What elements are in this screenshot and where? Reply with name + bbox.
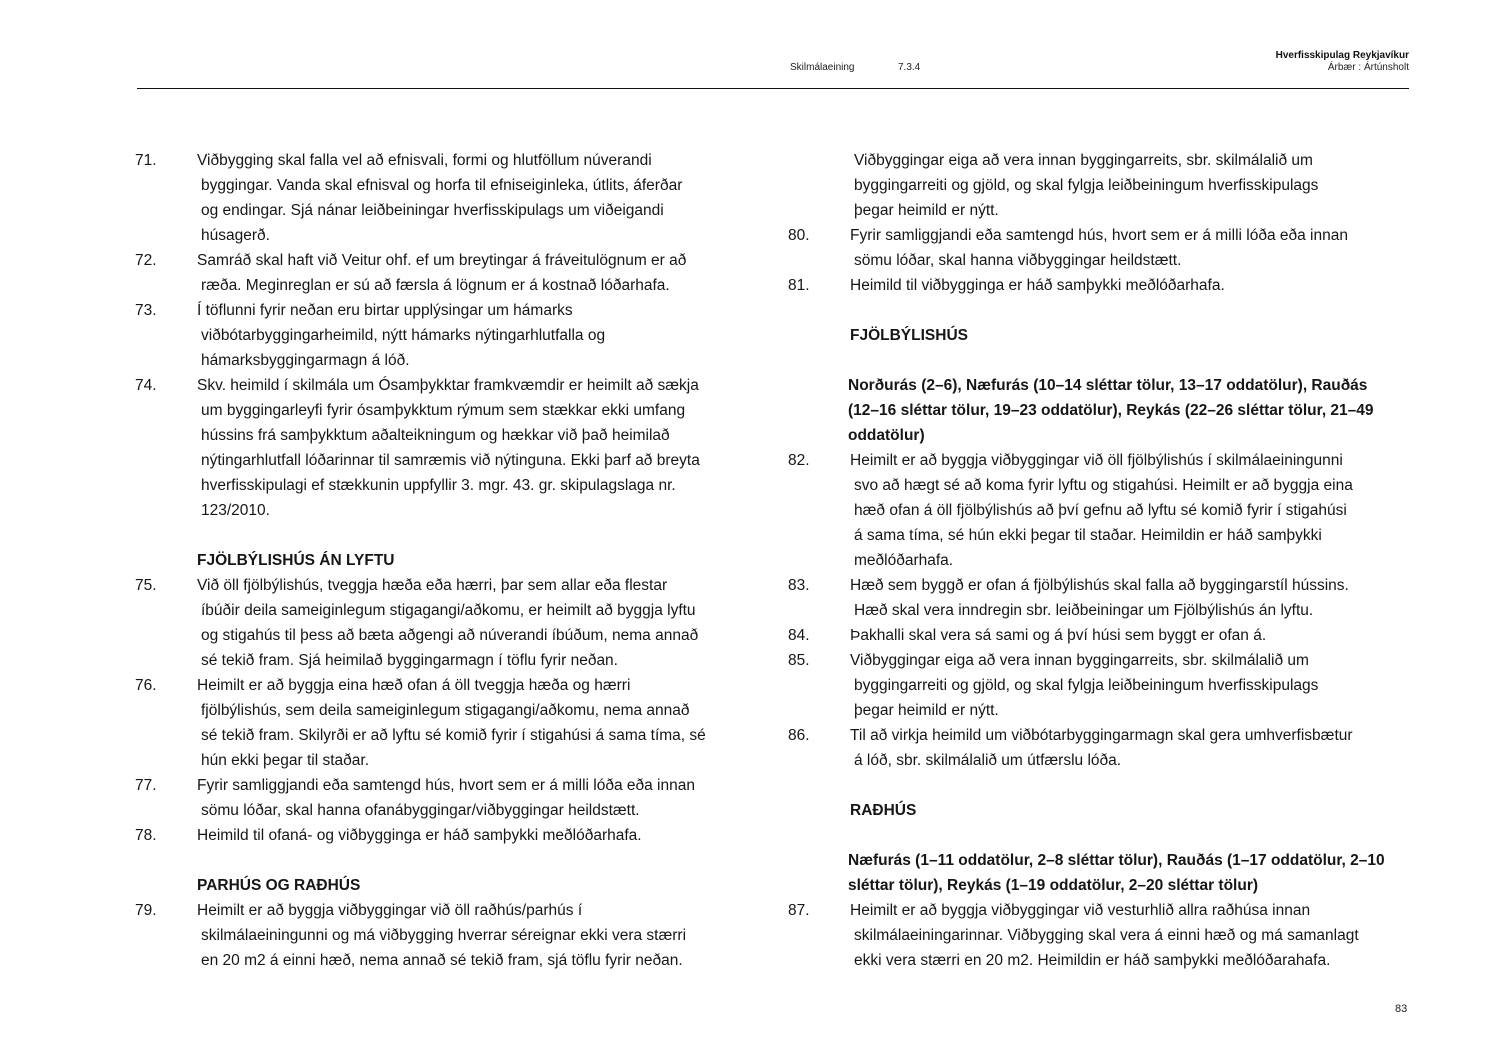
- item-line: sé tekið fram. Skilyrði er að lyftu sé komið fyrir í stigahúsi á sama tíma, sé: [201, 727, 706, 744]
- item-line: húsagerð.: [201, 227, 270, 244]
- text-line: Viðbyggingar eiga að vera innan byggingarreits, sbr. skilmálalið um: [854, 152, 1313, 169]
- item-line: íbúðir deila sameiginlegum stigagangi/aðkomu, er heimilt að byggja lyftu: [201, 602, 696, 619]
- item-line: Til að virkja heimild um viðbótarbyggingarmagn skal gera umhverfisbætur: [850, 727, 1353, 744]
- item-text: [197, 148, 745, 248]
- section-heading: FJÖLBÝLISHÚS: [850, 327, 968, 344]
- page-number: 83: [1395, 1003, 1408, 1015]
- spacer: [788, 348, 1408, 373]
- list-item: [788, 573, 1408, 623]
- item-line: sömu lóðar, skal hanna ofanábyggingar/viðbyggingar heildstætt.: [201, 802, 640, 819]
- item-line: svo að hægt sé að koma fyrir lyftu og stigahúsi. Heimilt er að byggja eina: [854, 477, 1353, 494]
- item-line: Við öll fjölbýlishús, tveggja hæða eða hærri, þar sem allar eða flestar: [197, 577, 668, 594]
- section-heading: RAÐHÚS: [850, 802, 917, 819]
- item-number: 74.: [135, 377, 157, 394]
- text-line: byggingarreiti og gjöld, og skal fylgja leiðbeiningum hverfisskipulags: [854, 177, 1319, 194]
- item-number: 86.: [788, 727, 810, 744]
- item-number: 73.: [135, 302, 157, 319]
- item-line: þegar heimild er nýtt.: [854, 702, 999, 719]
- item-line: Heimilt er að byggja viðbyggingar við öll raðhús/parhús í: [197, 902, 583, 919]
- list-item: [135, 248, 745, 298]
- item-line: Heimild til viðbygginga er háð samþykki meðlóðarhafa.: [850, 277, 1225, 294]
- location-label: Árbær : Ártúnsholt: [1327, 62, 1409, 73]
- item-number: 82.: [788, 452, 810, 469]
- text-line: Næfurás (1–11 oddatölur, 2–8 sléttar tölur), Rauðás (1–17 oddatölur, 2–10: [848, 852, 1385, 869]
- item-line: hámarksbyggingarmagn á lóð.: [201, 352, 410, 369]
- list-item: [788, 623, 1408, 648]
- item-line: Heimilt er að byggja viðbyggingar við vesturhlið allra raðhúsa innan: [850, 902, 1311, 919]
- list-item: [135, 898, 745, 973]
- item-line: Samráð skal haft við Veitur ohf. ef um breytingar á fráveitulögnum er að: [197, 252, 687, 269]
- item-number: 79.: [135, 902, 157, 919]
- item-line: viðbótarbyggingarheimild, nýtt hámarks nýtingarhlutfalla og: [201, 327, 606, 344]
- list-item: [135, 773, 745, 823]
- item-line: ekki vera stærri en 20 m2. Heimildin er háð samþykki meðlóðarahafa.: [854, 952, 1331, 969]
- item-line: Heimilt er að byggja viðbyggingar við öll fjölbýlishús í skilmálaeiningunni: [850, 452, 1343, 469]
- item-text: [850, 273, 1408, 298]
- item-text: [850, 223, 1408, 273]
- address-subheading: [788, 373, 1408, 448]
- running-header-title: [1276, 50, 1409, 74]
- spacer: [788, 298, 1408, 323]
- address-subheading: [788, 848, 1408, 898]
- item-line: Hæð sem byggð er ofan á fjölbýlishús skal falla að byggingarstíl hússins.: [850, 577, 1349, 594]
- item-line: Heimilt er að byggja eina hæð ofan á öll tveggja hæða og hærri: [197, 677, 631, 694]
- item-line: á lóð, sbr. skilmálalið um útfærslu lóða.: [854, 752, 1122, 769]
- item-number: 80.: [788, 227, 810, 244]
- item-line: Viðbygging skal falla vel að efnisvali, formi og hlutföllum núverandi: [197, 152, 652, 169]
- list-item: [788, 723, 1408, 773]
- item-text: [850, 898, 1408, 973]
- item-line: en 20 m2 á einni hæð, nema annað sé tekið fram, sjá töflu fyrir neðan.: [201, 952, 683, 969]
- item-number: 78.: [135, 827, 157, 844]
- item-number: 87.: [788, 902, 810, 919]
- right-column: [788, 148, 1408, 973]
- item-text: [850, 723, 1408, 773]
- item-line: byggingarreiti og gjöld, og skal fylgja leiðbeiningum hverfisskipulags: [854, 677, 1319, 694]
- item-number: 77.: [135, 777, 157, 794]
- item-line: ræða. Meginreglan er sú að færsla á lögnum er á kostnað lóðarhafa.: [201, 277, 670, 294]
- item-line: skilmálaeiningunni og má viðbygging hverrar séreignar ekki vera stærri: [201, 927, 687, 944]
- text-line: Norðurás (2–6), Næfurás (10–14 sléttar tölur, 13–17 oddatölur), Rauðás: [848, 377, 1368, 394]
- item-line: nýtingarhlutfall lóðarinnar til samræmis við nýtinguna. Ekki þarf að breyta: [201, 452, 700, 469]
- item-number: 76.: [135, 677, 157, 694]
- continuation-paragraph: [788, 148, 1408, 223]
- item-number: 72.: [135, 252, 157, 269]
- items-group: [135, 148, 745, 523]
- item-line: á sama tíma, sé hún ekki þegar til staðar. Heimildin er háð samþykki: [854, 527, 1322, 544]
- items-group: [135, 898, 745, 973]
- list-item: [788, 223, 1408, 273]
- item-line: Fyrir samliggjandi eða samtengd hús, hvort sem er á milli lóða eða innan: [197, 777, 695, 794]
- item-text: [197, 773, 745, 823]
- item-text: [197, 248, 745, 298]
- item-line: Hæð skal vera inndregin sbr. leiðbeiningar um Fjölbýlishús án lyftu.: [854, 602, 1314, 619]
- item-number: 81.: [788, 277, 810, 294]
- text-line: (12–16 sléttar tölur, 19–23 oddatölur), Reykás (22–26 sléttar tölur, 21–49: [848, 402, 1374, 419]
- item-text: [850, 448, 1408, 573]
- spacer: [788, 773, 1408, 798]
- item-line: meðlóðarhafa.: [854, 552, 954, 569]
- section-heading: PARHÚS OG RAÐHÚS: [197, 877, 361, 894]
- text-line: þegar heimild er nýtt.: [854, 202, 999, 219]
- item-line: Fyrir samliggjandi eða samtengd hús, hvort sem er á milli lóða eða innan: [850, 227, 1348, 244]
- section-heading: FJÖLBÝLISHÚS ÁN LYFTU: [197, 552, 395, 569]
- left-column: [135, 148, 745, 973]
- item-line: og endingar. Sjá nánar leiðbeiningar hverfisskipulags um viðeigandi: [201, 202, 664, 219]
- item-line: Þakhalli skal vera sá sami og á því húsi sem byggt er ofan á.: [850, 627, 1267, 644]
- item-line: skilmálaeiningarinnar. Viðbygging skal vera á einni hæð og má samanlagt: [854, 927, 1359, 944]
- list-item: [788, 448, 1408, 573]
- item-line: Skv. heimild í skilmála um Ósamþykktar framkvæmdir er heimilt að sækja: [197, 377, 699, 394]
- list-item: [135, 823, 745, 848]
- item-line: og stigahús til þess að bæta aðgengi að núverandi íbúðum, nema annað: [201, 627, 699, 644]
- item-text: [850, 623, 1408, 648]
- item-text: [197, 298, 745, 373]
- items-group: [135, 573, 745, 848]
- item-line: sömu lóðar, skal hanna viðbyggingar heildstætt.: [854, 252, 1182, 269]
- item-text: [197, 823, 745, 848]
- item-line: sé tekið fram. Sjá heimilað byggingarmagn í töflu fyrir neðan.: [201, 652, 618, 669]
- items-group: [788, 898, 1408, 973]
- items-group: [788, 223, 1408, 298]
- item-text: [197, 573, 745, 673]
- running-header-section: [790, 62, 920, 73]
- spacer: [135, 848, 745, 873]
- item-line: hún ekki þegar til staðar.: [201, 752, 370, 769]
- item-text: [197, 673, 745, 773]
- section-number: 7.3.4: [898, 62, 921, 73]
- list-item: [135, 373, 745, 523]
- list-item: [135, 148, 745, 248]
- item-number: 84.: [788, 627, 810, 644]
- item-line: um byggingarleyfi fyrir ósamþykktum rýmum sem stækkar ekki umfang: [201, 402, 686, 419]
- spacer: [788, 823, 1408, 848]
- text-line: sléttar tölur), Reykás (1–19 oddatölur, 2–20 sléttar tölur): [848, 877, 1259, 894]
- list-item: [788, 648, 1408, 723]
- spacer: [135, 523, 745, 548]
- header-divider: [137, 88, 1409, 89]
- item-line: hæð ofan á öll fjölbýlishús að því gefnu að lyftu sé komið fyrir í stigahúsi: [854, 502, 1347, 519]
- section-label: Skilmálaeining: [790, 62, 855, 73]
- item-text: [197, 373, 745, 523]
- items-group: [788, 448, 1408, 773]
- item-number: 85.: [788, 652, 810, 669]
- list-item: [135, 298, 745, 373]
- item-line: byggingar. Vanda skal efnisval og horfa til efniseiginleka, útlits, áferðar: [201, 177, 683, 194]
- item-line: Heimild til ofaná- og viðbygginga er háð samþykki meðlóðarhafa.: [197, 827, 642, 844]
- item-line: Viðbyggingar eiga að vera innan byggingarreits, sbr. skilmálalið um: [850, 652, 1309, 669]
- text-line: oddatölur): [848, 427, 925, 444]
- item-line: Í töflunni fyrir neðan eru birtar upplýsingar um hámarks: [197, 302, 573, 319]
- item-text: [197, 898, 745, 973]
- document-title: Hverfisskipulag Reykjavíkur: [1275, 50, 1409, 61]
- item-number: 71.: [135, 152, 157, 169]
- item-line: fjölbýlishús, sem deila sameiginlegum stigagangi/aðkomu, nema annað: [201, 702, 690, 719]
- list-item: [788, 273, 1408, 298]
- item-line: 123/2010.: [201, 502, 270, 519]
- list-item: [788, 898, 1408, 973]
- item-text: [850, 573, 1408, 623]
- item-line: hússins frá samþykktum aðalteikningum og hækkar við það heimilað: [201, 427, 670, 444]
- item-number: 75.: [135, 577, 157, 594]
- list-item: [135, 673, 745, 773]
- item-line: hverfisskipulagi ef stækkunin uppfyllir 3. mgr. 43. gr. skipulagslaga nr.: [201, 477, 676, 494]
- item-number: 83.: [788, 577, 810, 594]
- item-text: [850, 648, 1408, 723]
- list-item: [135, 573, 745, 673]
